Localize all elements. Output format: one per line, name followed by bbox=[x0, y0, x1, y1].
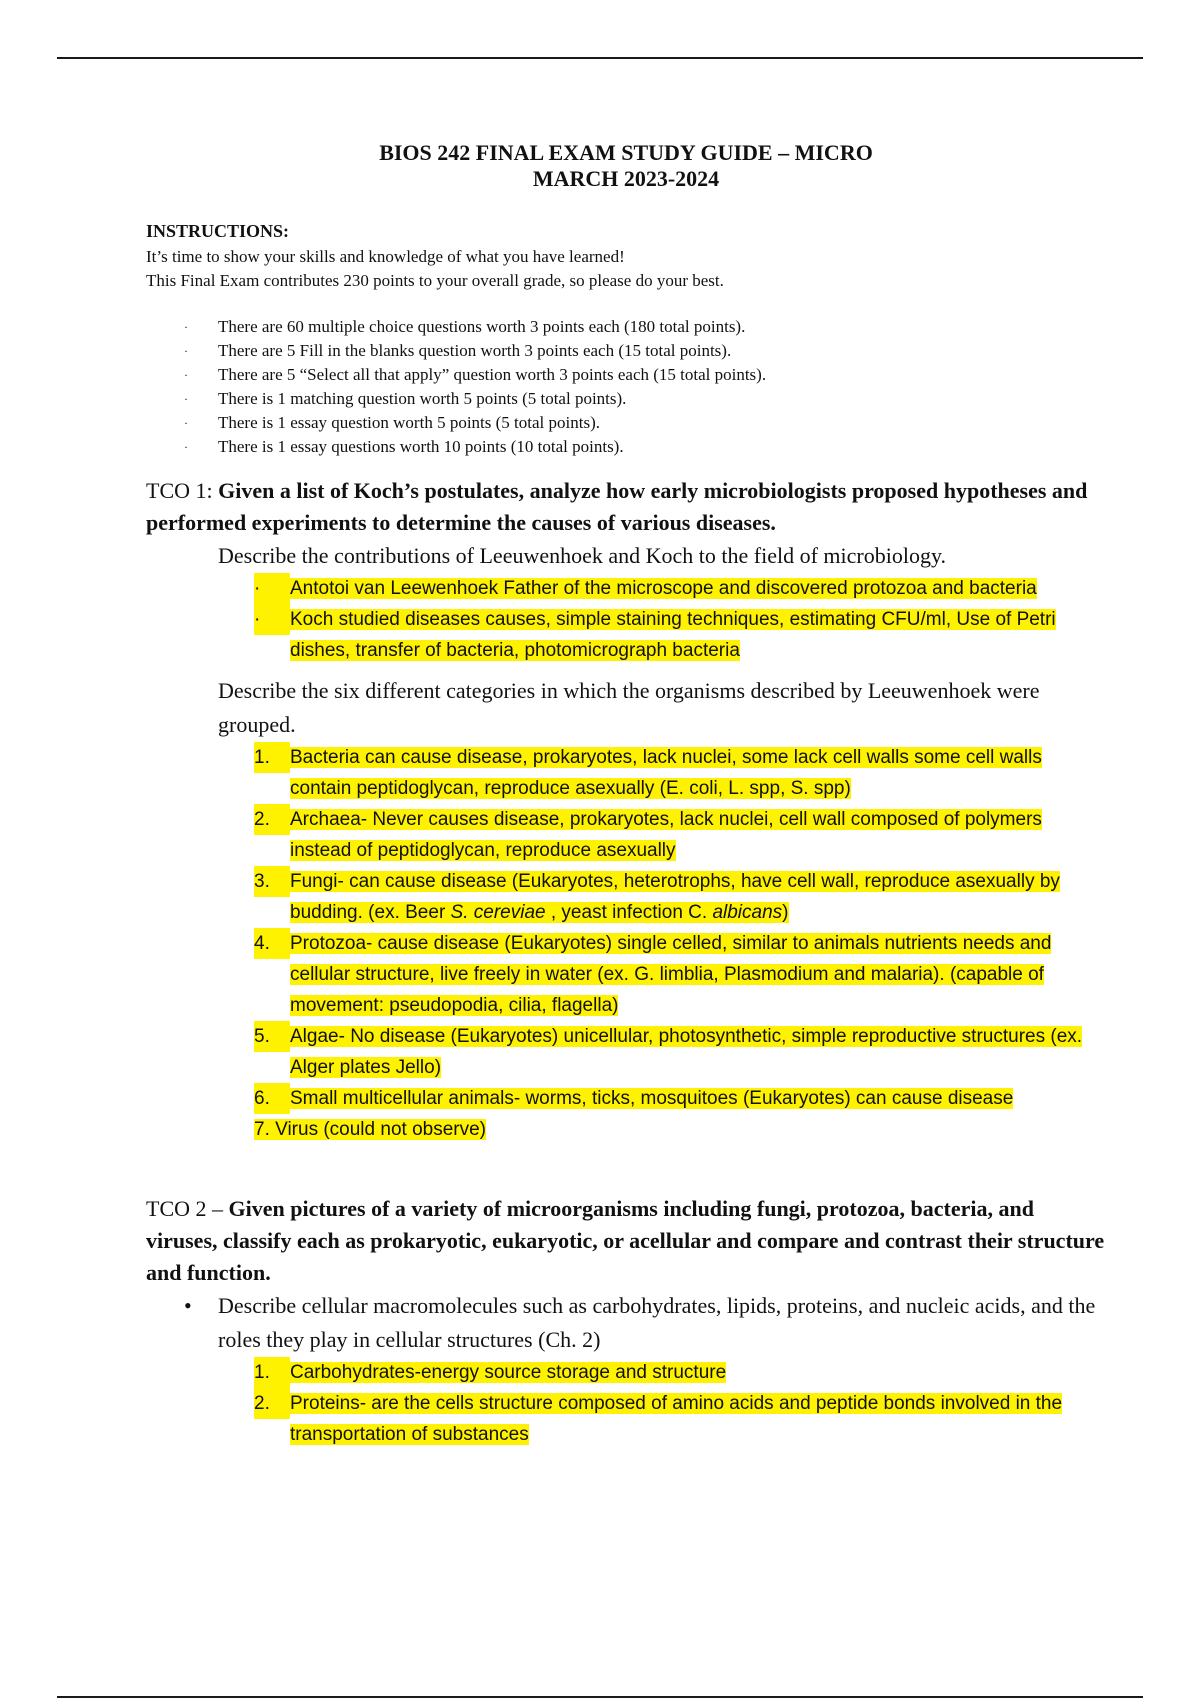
tco1-answers-1 bbox=[146, 573, 1106, 666]
list-item: · There are 5 “Select all that apply” question worth 3 points each (15 total points). bbox=[146, 363, 1106, 387]
list-item: 3. Fungi- can cause disease (Eukaryotes, heterotrophs, have cell wall, reproduce asexually by budding. (ex. Beer S. cereviae , yeast infection C. albicans) bbox=[146, 866, 1106, 928]
list-item: · There is 1 essay question worth 5 points (5 total points). bbox=[146, 411, 1106, 435]
list-item: 2. Archaea- Never causes disease, prokaryotes, lack nuclei, cell wall composed of polymers instead of peptidoglycan, reproduce asexually bbox=[146, 804, 1106, 866]
bottom-rule bbox=[57, 1696, 1143, 1698]
bullet-icon: · bbox=[184, 392, 188, 406]
list-item: 4. Protozoa- cause disease (Eukaryotes) single celled, similar to animals nutrients needs and cellular structure, live freely in water (ex. G. limblia, Plasmodium and malaria). (capable of movement: pseudopodia, cilia, flagella) bbox=[146, 928, 1106, 1021]
instructions-section bbox=[146, 220, 1106, 459]
tco1-question-1: Describe the contributions of Leeuwenhoek and Koch to the field of microbiology. bbox=[218, 543, 947, 568]
title-line-2: MARCH 2023-2024 bbox=[532, 166, 720, 191]
bullet-icon: · bbox=[184, 344, 188, 358]
list-item: 1. Carbohydrates-energy source storage and structure bbox=[146, 1357, 1106, 1388]
tco2-question-1: • Describe cellular macromolecules such as carbohydrates, lipids, proteins, and nucleic acids, and the roles they play in cellular structures (Ch. 2) bbox=[146, 1289, 1106, 1357]
list-item: · Antotoi van Leewenhoek Father of the microscope and discovered protozoa and bacteria bbox=[146, 573, 1106, 604]
list-item: 5. Algae- No disease (Eukaryotes) unicellular, photosynthetic, simple reproductive structures (ex. Alger plates Jello) bbox=[146, 1021, 1106, 1083]
bullet-icon: · bbox=[184, 416, 188, 430]
list-item: · Koch studied diseases causes, simple staining techniques, estimating CFU/ml, Use of Petri dishes, transfer of bacteria, photomicrograph bacteria bbox=[146, 604, 1106, 666]
tco2-answers-1 bbox=[146, 1357, 1106, 1450]
tco2-section bbox=[146, 1193, 1106, 1450]
bullet-icon: • bbox=[184, 1293, 192, 1318]
tco1-section bbox=[146, 475, 1106, 1145]
document-page bbox=[146, 140, 1106, 1450]
tco1-answers-2 bbox=[146, 742, 1106, 1145]
instructions-line-1: It’s time to show your skills and knowledge of what you have learned! bbox=[146, 247, 625, 266]
tco1-question-2: Describe the six different categories in which the organisms described by Leeuwenhoek were grouped. bbox=[218, 678, 1040, 737]
bullet-icon: · bbox=[184, 320, 188, 334]
list-item: · There is 1 essay questions worth 10 points (10 total points). bbox=[146, 435, 1106, 459]
list-item: · There are 5 Fill in the blanks question worth 3 points each (15 total points). bbox=[146, 339, 1106, 363]
title-line-1: BIOS 242 FINAL EXAM STUDY GUIDE – MICRO bbox=[379, 140, 873, 165]
list-item: 1. Bacteria can cause disease, prokaryotes, lack nuclei, some lack cell walls some cell walls contain peptidoglycan, reproduce asexually (E. coli, L. spp, S. spp) bbox=[146, 742, 1106, 804]
tco2-heading: TCO 2 – Given pictures of a variety of microorganisms including fungi, protozoa, bacteria, and viruses, classify each as prokaryotic, eukaryotic, or acellular and compare and contrast their structure and function. bbox=[146, 1196, 1105, 1285]
list-item: 6. Small multicellular animals- worms, ticks, mosquitoes (Eukaryotes) can cause disease bbox=[146, 1083, 1106, 1114]
instructions-line-2: This Final Exam contributes 230 points to your overall grade, so please do your best. bbox=[146, 271, 724, 290]
bullet-icon: · bbox=[254, 604, 290, 635]
bullet-icon: · bbox=[184, 440, 188, 454]
exam-rules-list bbox=[146, 315, 1106, 459]
top-rule bbox=[57, 57, 1143, 59]
bullet-icon: · bbox=[254, 573, 290, 604]
list-item: 7. Virus (could not observe) bbox=[254, 1119, 486, 1140]
list-item: 2. Proteins- are the cells structure composed of amino acids and peptide bonds involved in the transportation of substances bbox=[146, 1388, 1106, 1450]
list-item: · There are 60 multiple choice questions worth 3 points each (180 total points). bbox=[146, 315, 1106, 339]
instructions-heading: INSTRUCTIONS: bbox=[146, 221, 290, 241]
bullet-icon: · bbox=[184, 368, 188, 382]
list-item: · There is 1 matching question worth 5 points (5 total points). bbox=[146, 387, 1106, 411]
tco1-heading: TCO 1: Given a list of Koch’s postulates, analyze how early microbiologists proposed hypotheses and performed experiments to determine the causes of various diseases. bbox=[146, 478, 1088, 535]
document-title bbox=[146, 140, 1106, 192]
